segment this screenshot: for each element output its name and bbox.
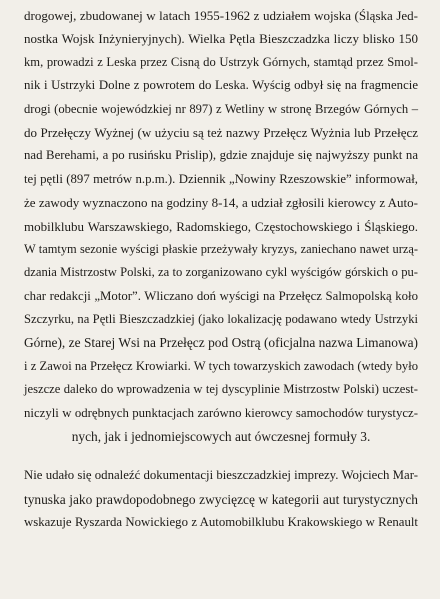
text-line: km, prowadzi z Leska przez Cisną do Ustrzyk Górnych, stamtąd przez Smol- — [24, 54, 418, 69]
text-line: char redakcji „Motor”. Wliczano doń wyścigi na Przełęcz Salmopolską koło — [24, 288, 418, 303]
text-line: i z Zawoi na Przełęcz Krowiarki. W tych towarzyskich zawodach (wtedy było — [24, 358, 418, 373]
text-line: że zawody wyznaczono na godziny 8-14, a udział zgłosili kierowcy z Auto- — [24, 195, 418, 211]
text-line: W tamtym sezonie wyścigi płaskie przeżywały kryzys, zaniechano nawet urzą- — [24, 241, 418, 256]
paragraph-2 — [24, 464, 418, 534]
text-line: tej pętli (897 metrów n.p.m.). Dziennik „Nowiny Rzeszowskie” informował, — [24, 171, 418, 186]
paragraph-1 — [24, 4, 418, 448]
text-line: jeszcze daleko do wprowadzenia w tej dyscyplinie Mistrzostw Polski) uczest- — [24, 382, 418, 397]
text-line: tynuska jako prawdopodobnego zwycięzcę w kategorii aut turystycznych — [24, 491, 418, 507]
text-line: nostka Wojsk Inżynieryjnych). Wielka Pętla Bieszczadzka liczy blisko 150 — [24, 31, 418, 47]
text-line: Górne), ze Starej Wsi na Przełęcz pod Ostrą (oficjalna nazwa Limanowa) — [24, 335, 418, 351]
text-line: nad Berehami, a po rusińsku Prislip), gdzie znajduje się najwyższy punkt na — [24, 148, 418, 163]
text-line: drogowej, zbudowanej w latach 1955-1962 z udziałem wojska (Śląska Jed- — [24, 8, 418, 23]
text-line: niczyli w odrębnych punktacjach zarówno kierowcy samochodów turystycz- — [24, 405, 418, 420]
text-line: dzania Mistrzostw Polski, za to zorganizowano cykl wyścigów górskich o pu- — [24, 265, 418, 280]
text-line: wskazuje Ryszarda Nowickiego z Automobilklubu Krakowskiego w Renault — [24, 515, 418, 530]
text-line: Nie udało się odnaleźć dokumentacji bieszczadzkiej imprezy. Wojciech Mar- — [24, 468, 418, 483]
text-line: nik i Ustrzyki Dolne z powrotem do Leska. Wyścig odbył się na fragmencie — [24, 78, 418, 93]
text-line-last: nych, jak i jednomiejscowych aut ówczesnej formuły 3. — [71, 429, 371, 445]
text-line: mobilklubu Warszawskiego, Radomskiego, Częstochowskiego i Śląskiego. — [24, 218, 418, 234]
text-line: drogi (obecnie wojewódzkiej nr 897) z Wetliny w stronę Brzegów Górnych – — [24, 101, 418, 116]
text-line: Szczyrku, na Pętli Bieszczadzkiej (jako lokalizację podawano wtedy Ustrzyki — [24, 312, 418, 327]
text-line: do Przełęczy Wyżnej (w użyciu są też nazwy Przełęcz Wyżnia lub Przełęcz — [24, 124, 418, 140]
paragraph-gap — [24, 448, 418, 464]
